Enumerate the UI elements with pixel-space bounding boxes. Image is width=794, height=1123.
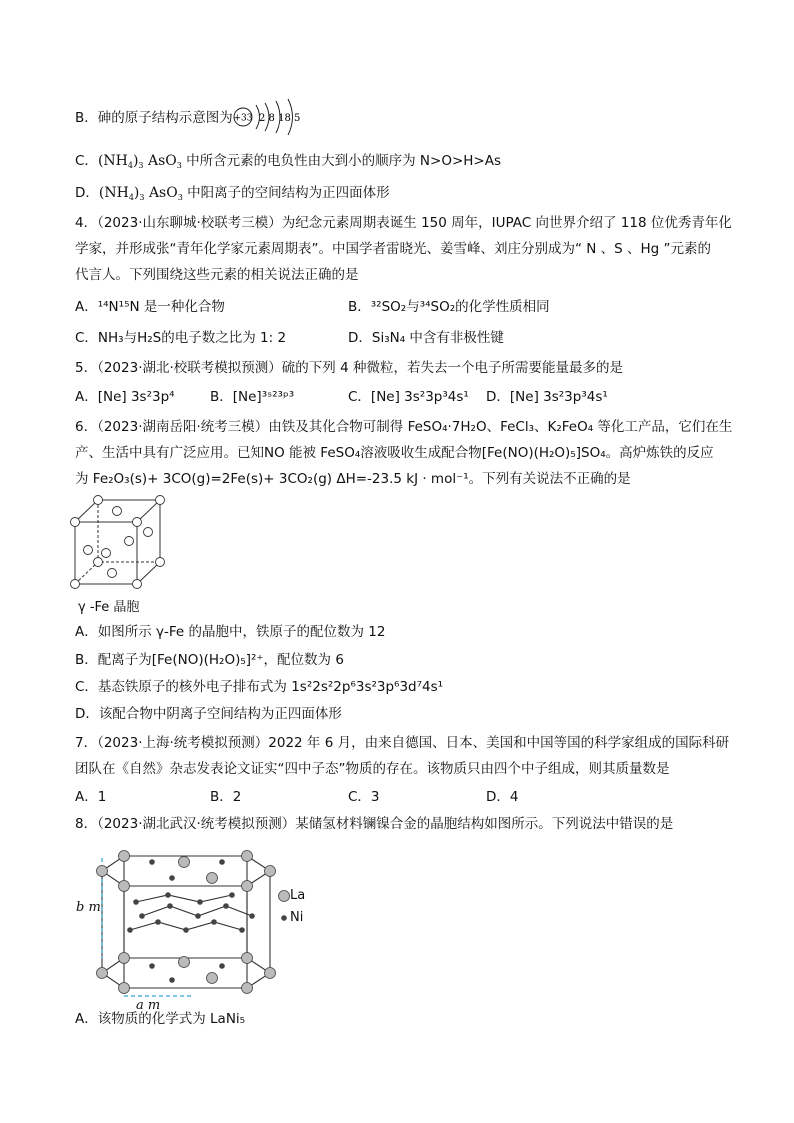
q6-line-3: 为 Fe₂O₃(s)+ 3CO(g)=2Fe(s)+ 3CO₂(g) ΔH=-23.5 kJ · mol⁻¹。下列有关说法不正确的是 bbox=[75, 471, 631, 487]
atom-shells-label: 2 8 18 5 bbox=[259, 113, 301, 124]
q6-option-a: A．如图所示 γ-Fe 的晶胞中，铁原子的配位数为 12 bbox=[75, 624, 386, 640]
q7-option-d: D．4 bbox=[486, 789, 519, 805]
q6-line-2: 产、生活中具有广泛应用。已知NO 能被 FeSO₄溶液吸收生成配合物[Fe(NO)(H₂O)₅]SO₄。高炉炼铁的反应 bbox=[75, 445, 714, 461]
q8-line-1: 8．（2023·湖北武汉·统考模拟预测）某储氢材料镧镍合金的晶胞结构如图所示。下列说法中错误的是 bbox=[75, 816, 674, 832]
q8-legend-la: La bbox=[290, 888, 306, 903]
arsenic-atom-diagram bbox=[232, 96, 304, 136]
q8-label-b: b m bbox=[76, 900, 101, 915]
q3-option-b bbox=[75, 109, 233, 127]
q4-line-1: 4．（2023·山东聊城·校联考三模）为纪念元素周期表诞生 150 周年，IUPAC 向世界介绍了 118 位优秀青年化 bbox=[75, 215, 732, 231]
q5-option-d: D．[Ne] 3s²3p³4s¹ bbox=[486, 389, 608, 405]
q4-option-b: B．³²SO₂与³⁴SO₂的化学性质相同 bbox=[348, 299, 550, 315]
q6-option-c: C．基态铁原子的核外电子排布式为 1s²2s²2p⁶3s²3p⁶3d⁷4s¹ bbox=[75, 679, 444, 695]
atom-nucleus-label: +33 bbox=[233, 113, 253, 124]
q5-option-b: B．[Ne]³ˢ²³ᵖ³ bbox=[210, 389, 295, 405]
q4-line-3: 代言人。下列围绕这些元素的相关说法正确的是 bbox=[75, 267, 359, 283]
q7-line-1: 7．（2023·上海·统考模拟预测）2022 年 6 月，由来自德国、日本、美国和中国等国的科学家组成的国际科研 bbox=[75, 735, 730, 751]
q6-option-b: B．配离子为[Fe(NO)(H₂O)₅]²⁺，配位数为 6 bbox=[75, 652, 344, 668]
q7-line-2: 团队在《自然》杂志发表论文证实“四中子态”物质的存在。该物质只由四个中子组成，则其质量数是 bbox=[75, 761, 670, 777]
q6-line-1: 6．（2023·湖南岳阳·统考三模）由铁及其化合物可制得 FeSO₄·7H₂O、FeCl₃、K₂FeO₄ 等化工产品，它们在生 bbox=[75, 419, 733, 435]
gamma-fe-caption: γ -Fe 晶胞 bbox=[78, 600, 140, 615]
q6-option-d: D．该配合物中阴离子空间结构为正四面体形 bbox=[75, 706, 342, 722]
q5-option-a: A．[Ne] 3s²3p⁴ bbox=[75, 389, 175, 405]
q3-option-b-text: B．砷的原子结构示意图为 bbox=[75, 110, 233, 126]
q8-option-a: A．该物质的化学式为 LaNi₅ bbox=[75, 1011, 246, 1027]
q7-option-c: C．3 bbox=[348, 789, 380, 805]
q4-option-a: A．¹⁴N¹⁵N 是一种化合物 bbox=[75, 299, 225, 315]
lani5-crystal-figure bbox=[72, 838, 312, 998]
q7-option-b: B．2 bbox=[210, 789, 242, 805]
gamma-fe-unit-cell-figure bbox=[70, 494, 170, 594]
q7-option-a: A．1 bbox=[75, 789, 107, 805]
q4-line-2: 学家，并形成张“青年化学家元素周期表”。中国学者雷晓光、姜雪峰、刘庄分别成为“ N 、S 、Hg ”元素的 bbox=[75, 241, 712, 257]
q5-option-c: C．[Ne] 3s²3p³4s¹ bbox=[348, 389, 469, 405]
q8-legend-ni: Ni bbox=[290, 910, 304, 925]
q4-option-d: D．Si₃N₄ 中含有非极性键 bbox=[348, 330, 504, 346]
q4-option-c: C．NH₃与H₂S的电子数之比为 1: 2 bbox=[75, 330, 287, 346]
q3-option-c: C．$(NH_4)_3$ AsO$_3$ 中所含元素的电负性由大到小的顺序为 N>O>H>As bbox=[75, 153, 502, 170]
q8-label-a: a m bbox=[136, 998, 161, 1013]
q5-line-1: 5．（2023·湖北·校联考模拟预测）硫的下列 4 种微粒，若失去一个电子所需要能量最多的是 bbox=[75, 360, 623, 376]
q3-option-d: D．$(NH_4)_3$ AsO$_3$ 中阳离子的空间结构为正四面体形 bbox=[75, 185, 390, 202]
